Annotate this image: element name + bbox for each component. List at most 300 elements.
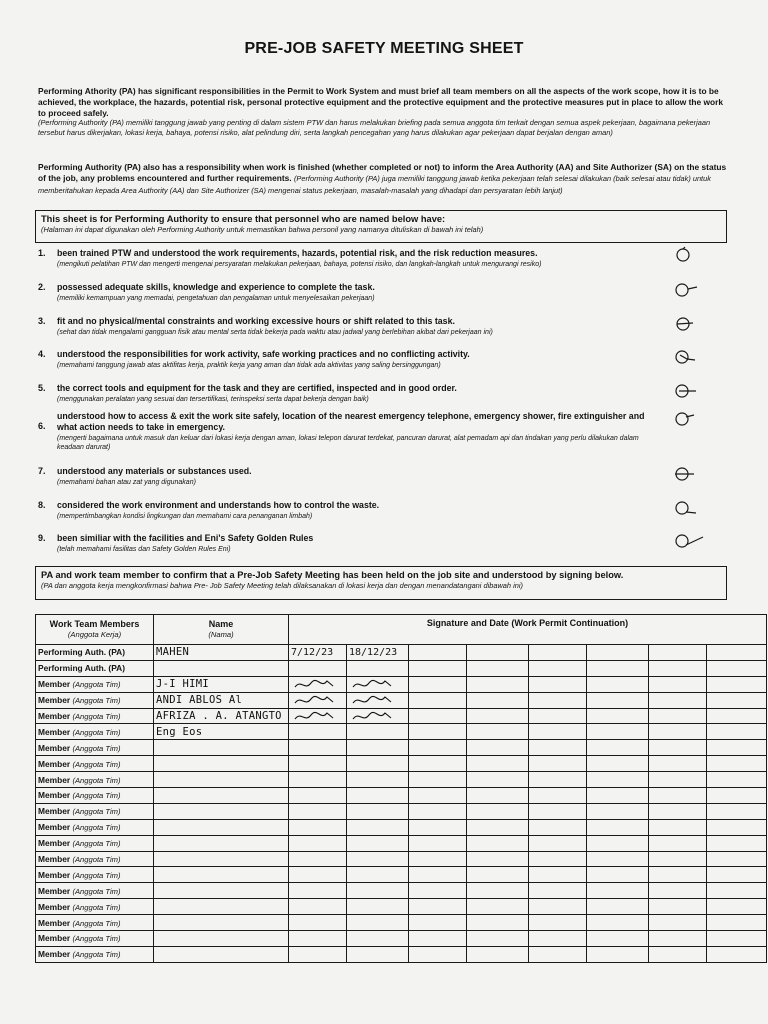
- signature-cell[interactable]: [467, 724, 529, 740]
- signature-cell[interactable]: [289, 883, 347, 899]
- signature-cell[interactable]: [409, 915, 467, 931]
- signature-cell[interactable]: [707, 645, 767, 661]
- signature-cell[interactable]: [289, 708, 347, 724]
- checklist-number: 6.: [38, 421, 46, 431]
- role-label: Member: [38, 742, 71, 753]
- signature-cell[interactable]: [347, 645, 409, 661]
- signature-cell[interactable]: [409, 946, 467, 962]
- signature-cell[interactable]: [467, 899, 529, 915]
- signature-cell[interactable]: [289, 676, 347, 692]
- signature-cell[interactable]: [649, 835, 707, 851]
- intro-p1-text: Performing Athority (PA) has significant responsibilities in the Permit to Work System and must brief all team members on all the aspects of the work scope, how it is to be achieved, the workplace, the hazards, potential risk, personal protective equipment and the protective equipment and the protective measures put in place to allow the work to proceed safely.: [38, 86, 724, 118]
- col-signature-header: [289, 615, 767, 645]
- checklist-statement: understood the responsibilities for work activity, safe working practices and no conflicting activity.: [57, 349, 470, 359]
- signature-cell[interactable]: [409, 931, 467, 947]
- signature-cell[interactable]: [409, 756, 467, 772]
- signature-cell[interactable]: [347, 692, 409, 708]
- signature-cell[interactable]: [347, 676, 409, 692]
- signature-cell[interactable]: [347, 772, 409, 788]
- signature-cell[interactable]: [289, 788, 347, 804]
- signature-cell[interactable]: [289, 851, 347, 867]
- signature-cell[interactable]: [587, 660, 649, 676]
- signature-cell[interactable]: [529, 851, 587, 867]
- signature-cell[interactable]: [587, 819, 649, 835]
- signature-cell[interactable]: [649, 676, 707, 692]
- handwritten-name: AFRIZA . A. ATANGTO: [156, 710, 282, 722]
- table-row: [36, 819, 767, 835]
- handwritten-check-mark-icon: [673, 246, 709, 266]
- team-members-table: [35, 614, 767, 963]
- name-cell[interactable]: [154, 851, 289, 867]
- name-cell[interactable]: [154, 946, 289, 962]
- role-sub: (Anggota Tim): [72, 870, 121, 880]
- role-sub: (Anggota Tim): [72, 680, 121, 690]
- signature-cell[interactable]: [587, 946, 649, 962]
- signature-cell[interactable]: [409, 899, 467, 915]
- checklist-text: [57, 500, 657, 521]
- signature-cell[interactable]: [649, 915, 707, 931]
- signature-cell[interactable]: [707, 803, 767, 819]
- signature-cell[interactable]: [347, 867, 409, 883]
- signature-cell[interactable]: [707, 756, 767, 772]
- signature-cell[interactable]: [707, 772, 767, 788]
- signature-cell[interactable]: [289, 803, 347, 819]
- signature-cell[interactable]: [289, 931, 347, 947]
- handwritten-check-mark-icon: [673, 381, 709, 401]
- handwritten-check-mark-icon: [673, 409, 709, 429]
- checklist-statement: the correct tools and equipment for the task and they are certified, inspected and in good order.: [57, 383, 457, 393]
- signature-cell[interactable]: [529, 835, 587, 851]
- signature-cell[interactable]: [707, 724, 767, 740]
- confirm-box: [35, 566, 727, 600]
- signature-cell[interactable]: [289, 692, 347, 708]
- signature-cell[interactable]: [649, 724, 707, 740]
- checklist-number: 7.: [38, 466, 46, 476]
- handwritten-check-mark-icon: [673, 314, 709, 334]
- name-cell[interactable]: [154, 915, 289, 931]
- purpose-heading: This sheet is for Performing Authority to ensure that personnel who are named below have:: [41, 214, 446, 224]
- signature-cell[interactable]: [289, 724, 347, 740]
- signature-cell[interactable]: [587, 676, 649, 692]
- signature-cell[interactable]: [649, 645, 707, 661]
- col-members-header: [36, 615, 154, 645]
- signature-cell[interactable]: [529, 708, 587, 724]
- signature-cell[interactable]: [587, 803, 649, 819]
- signature-cell[interactable]: [409, 883, 467, 899]
- signature-cell[interactable]: [649, 931, 707, 947]
- signature-cell[interactable]: [587, 772, 649, 788]
- checklist-translation: (mengerti bagaimana untuk masuk dan keluar dari lokasi kerja dengan aman, lokasi telepon darurat terdekat, pancuran darurat, alat pemadam api dan tindakan yang perlu dilakukan dalam keadaan darurat): [57, 435, 639, 451]
- checklist-number: 8.: [38, 500, 46, 510]
- checklist-translation: (menggunakan peralatan yang sesuai dan tersertifikasi, terinspeksi serta dapat bekerja dengan baik): [57, 396, 369, 403]
- role-label: Member: [38, 869, 71, 880]
- intro-p1-translation: (Performing Authority (PA) memiliki tanggung jawab yang penting di dalam sistem PTW dan harus melakukan briefing pada semua anggota tim terkait dengan semua aspek pekerjaan, bagaimana pekerjaan tersebut harus dikerjakan, lokasi kerja, bahaya, potensi risiko, alat pelindung diri, serta langkah pencegahan yang harus dilakukan agar pekerjaan dapat berjalan dengan aman): [38, 118, 711, 137]
- name-cell[interactable]: [154, 883, 289, 899]
- signature-cell[interactable]: [409, 692, 467, 708]
- checklist-text: [57, 411, 657, 452]
- signature-cell[interactable]: [467, 931, 529, 947]
- name-cell[interactable]: [154, 740, 289, 756]
- checklist-translation: (mengikuti pelatihan PTW dan mengerti mengenai persyaratan melakukan pekerjaan, bahaya, potensi risiko, dan langkah-langkah untuk mengurangi resiko): [57, 261, 542, 268]
- table-row: [36, 708, 767, 724]
- date-entry: 7/12/23: [291, 646, 334, 658]
- checklist-statement: been trained PTW and understood the work requirements, hazards, potential risk, and the risk reduction measures.: [57, 248, 538, 258]
- checklist-text: [57, 383, 657, 404]
- signature-scribble-icon: [291, 693, 339, 707]
- role-cell: [36, 788, 154, 804]
- signature-cell[interactable]: [467, 851, 529, 867]
- table-row: [36, 867, 767, 883]
- signature-cell[interactable]: [707, 835, 767, 851]
- signature-cell[interactable]: [649, 740, 707, 756]
- signature-cell[interactable]: [467, 803, 529, 819]
- signature-cell[interactable]: [467, 819, 529, 835]
- signature-cell[interactable]: [529, 772, 587, 788]
- signature-cell[interactable]: [409, 803, 467, 819]
- signature-cell[interactable]: [529, 692, 587, 708]
- signature-cell[interactable]: [649, 660, 707, 676]
- signature-cell[interactable]: [649, 692, 707, 708]
- name-cell[interactable]: [154, 867, 289, 883]
- signature-cell[interactable]: [529, 915, 587, 931]
- role-label: Member: [38, 726, 71, 737]
- table-row: [36, 931, 767, 947]
- confirm-heading: PA and work team member to confirm that a Pre-Job Safety Meeting has been held on the job site and understood by signing below.: [41, 570, 624, 580]
- role-cell: [36, 803, 154, 819]
- role-label: Member: [38, 758, 71, 769]
- name-cell[interactable]: [154, 772, 289, 788]
- signature-cell[interactable]: [347, 835, 409, 851]
- signature-cell[interactable]: [707, 867, 767, 883]
- signature-cell[interactable]: [347, 883, 409, 899]
- signature-cell[interactable]: [707, 899, 767, 915]
- signature-cell[interactable]: [587, 645, 649, 661]
- signature-cell[interactable]: [707, 883, 767, 899]
- table-row: [36, 756, 767, 772]
- signature-cell[interactable]: [529, 724, 587, 740]
- signature-cell[interactable]: [707, 819, 767, 835]
- purpose-box: [35, 210, 727, 243]
- signature-cell[interactable]: [347, 819, 409, 835]
- signature-cell[interactable]: [707, 851, 767, 867]
- name-cell[interactable]: [154, 724, 289, 740]
- checklist-translation: (mempertimbangkan kondisi lingkungan dan memahami cara penanganan limbah): [57, 513, 313, 520]
- handwritten-name: MAHEN: [156, 646, 190, 659]
- role-label: Member: [38, 822, 71, 833]
- signature-scribble-icon: [349, 709, 397, 723]
- table-row: [36, 724, 767, 740]
- role-cell: [36, 708, 154, 724]
- signature-cell[interactable]: [467, 946, 529, 962]
- col-name-label: Name: [208, 619, 234, 629]
- handwritten-check-mark-icon: [673, 347, 709, 367]
- signature-cell[interactable]: [409, 740, 467, 756]
- signature-cell[interactable]: [587, 708, 649, 724]
- signature-cell[interactable]: [467, 867, 529, 883]
- signature-cell[interactable]: [467, 676, 529, 692]
- signature-cell[interactable]: [289, 645, 347, 661]
- signature-cell[interactable]: [707, 915, 767, 931]
- signature-cell[interactable]: [289, 772, 347, 788]
- checklist-number: 3.: [38, 316, 46, 326]
- role-cell: [36, 835, 154, 851]
- checklist-text: [57, 349, 657, 370]
- signature-cell[interactable]: [587, 883, 649, 899]
- role-cell: [36, 915, 154, 931]
- signature-cell[interactable]: [347, 803, 409, 819]
- signature-cell[interactable]: [649, 788, 707, 804]
- signature-cell[interactable]: [707, 660, 767, 676]
- checklist-statement: possessed adequate skills, knowledge and experience to complete the task.: [57, 282, 375, 292]
- signature-cell[interactable]: [529, 867, 587, 883]
- signature-cell[interactable]: [409, 851, 467, 867]
- signature-cell[interactable]: [587, 724, 649, 740]
- signature-cell[interactable]: [649, 946, 707, 962]
- name-cell[interactable]: [154, 692, 289, 708]
- table-row: [36, 851, 767, 867]
- signature-cell[interactable]: [289, 835, 347, 851]
- checklist-translation: (telah memahami fasilitas dan Safety Golden Rules Eni): [57, 546, 231, 553]
- signature-cell[interactable]: [707, 740, 767, 756]
- signature-cell[interactable]: [347, 788, 409, 804]
- checklist-text: [57, 316, 657, 337]
- role-sub: (Anggota Tim): [72, 775, 121, 785]
- signature-cell[interactable]: [707, 708, 767, 724]
- signature-cell[interactable]: [587, 899, 649, 915]
- role-label: Member: [38, 917, 71, 928]
- signature-cell[interactable]: [587, 915, 649, 931]
- signature-cell[interactable]: [467, 645, 529, 661]
- signature-cell[interactable]: [529, 931, 587, 947]
- signature-cell[interactable]: [587, 931, 649, 947]
- role-label: Member: [38, 711, 71, 721]
- intro-p2-translation: (Performing Authority (PA) juga memiliki tanggung jawab ketika pekerjaan telah selesai dilakukan (baik selesai atau tidak) untuk memberitahukan kepada Area Authority (AA) dan Site Authorizer (SA) mengenai status pekerjaan, masalah-masalah yang dihadapi dan persyaratan lebih lanjut): [38, 173, 711, 195]
- signature-cell[interactable]: [289, 899, 347, 915]
- role-sub: (Anggota Tim): [72, 839, 121, 849]
- signature-cell[interactable]: [467, 660, 529, 676]
- name-cell[interactable]: [154, 788, 289, 804]
- signature-cell[interactable]: [467, 756, 529, 772]
- table-row: [36, 740, 767, 756]
- name-cell[interactable]: [154, 756, 289, 772]
- role-sub: (Anggota Tim): [72, 727, 121, 737]
- handwritten-check-mark-icon: [673, 464, 709, 484]
- signature-cell[interactable]: [529, 660, 587, 676]
- role-cell: [36, 676, 154, 692]
- signature-cell[interactable]: [529, 740, 587, 756]
- checklist-number: 4.: [38, 349, 46, 359]
- signature-cell[interactable]: [347, 708, 409, 724]
- role-sub: (Anggota Tim): [72, 902, 121, 912]
- signature-cell[interactable]: [289, 756, 347, 772]
- signature-cell[interactable]: [529, 645, 587, 661]
- signature-cell[interactable]: [347, 851, 409, 867]
- signature-cell[interactable]: [649, 772, 707, 788]
- signature-cell[interactable]: [289, 946, 347, 962]
- signature-cell[interactable]: [467, 915, 529, 931]
- signature-cell[interactable]: [707, 692, 767, 708]
- signature-cell[interactable]: [707, 676, 767, 692]
- checklist-translation: (sehat dan tidak mengalami gangguan fisik atau mental serta tidak bekerja pada waktu atau jadwal yang berlebihan akibat dari pekerjaan ini): [57, 329, 493, 336]
- signature-cell[interactable]: [529, 676, 587, 692]
- signature-cell[interactable]: [347, 931, 409, 947]
- signature-scribble-icon: [349, 677, 397, 691]
- handwritten-check-mark-icon: [673, 531, 709, 551]
- name-cell[interactable]: [154, 660, 289, 676]
- role-label: Member: [38, 806, 71, 817]
- role-sub: (Anggota Tim): [72, 807, 121, 817]
- signature-cell[interactable]: [529, 756, 587, 772]
- checklist-statement: been similiar with the facilities and Eni's Safety Golden Rules: [57, 533, 314, 543]
- signature-cell[interactable]: [587, 851, 649, 867]
- signature-cell[interactable]: [707, 931, 767, 947]
- checklist-number: 2.: [38, 282, 46, 292]
- role-cell: [36, 946, 154, 962]
- role-sub: (Anggota Tim): [72, 918, 121, 928]
- signature-cell[interactable]: [409, 724, 467, 740]
- signature-cell[interactable]: [289, 915, 347, 931]
- name-cell[interactable]: [154, 899, 289, 915]
- signature-cell[interactable]: [347, 899, 409, 915]
- role-sub: (Anggota Tim): [72, 950, 121, 960]
- signature-cell[interactable]: [467, 708, 529, 724]
- table-row: [36, 676, 767, 692]
- checklist-statement: considered the work environment and understands how to control the waste.: [57, 500, 380, 510]
- role-sub: (Anggota Tim): [72, 823, 121, 833]
- name-cell[interactable]: [154, 835, 289, 851]
- signature-cell[interactable]: [409, 835, 467, 851]
- role-label: Member: [38, 885, 71, 896]
- role-cell: [36, 740, 154, 756]
- signature-cell[interactable]: [347, 756, 409, 772]
- name-cell[interactable]: [154, 931, 289, 947]
- role-sub: (Anggota Tim): [72, 696, 121, 706]
- signature-cell[interactable]: [707, 946, 767, 962]
- checklist-translation: (memahami bahan atau zat yang digunakan): [57, 479, 196, 486]
- checklist-number: 5.: [38, 383, 46, 393]
- signature-cell[interactable]: [529, 819, 587, 835]
- signature-cell[interactable]: [529, 946, 587, 962]
- signature-cell[interactable]: [289, 819, 347, 835]
- role-cell: [36, 756, 154, 772]
- role-cell: [36, 819, 154, 835]
- signature-cell[interactable]: [649, 803, 707, 819]
- signature-cell[interactable]: [467, 740, 529, 756]
- signature-cell[interactable]: [467, 692, 529, 708]
- role-sub: (Anggota Tim): [72, 886, 121, 896]
- intro-paragraph-2: [38, 162, 728, 196]
- signature-cell[interactable]: [587, 835, 649, 851]
- signature-cell[interactable]: [649, 851, 707, 867]
- signature-cell[interactable]: [409, 708, 467, 724]
- signature-cell[interactable]: [587, 756, 649, 772]
- col-members-label: Work Team Members: [49, 619, 140, 629]
- signature-cell[interactable]: [587, 692, 649, 708]
- name-cell[interactable]: [154, 645, 289, 661]
- role-cell: [36, 931, 154, 947]
- role-sub: (Anggota Tim): [72, 712, 121, 721]
- signature-cell[interactable]: [467, 788, 529, 804]
- role-label: Member: [38, 679, 71, 690]
- table-row: [36, 660, 767, 676]
- handwritten-check-mark-icon: [673, 280, 709, 300]
- table-row: [36, 835, 767, 851]
- signature-cell[interactable]: [289, 660, 347, 676]
- table-row: [36, 645, 767, 661]
- signature-cell[interactable]: [289, 867, 347, 883]
- signature-cell[interactable]: [409, 867, 467, 883]
- signature-cell[interactable]: [529, 803, 587, 819]
- table-row: [36, 788, 767, 804]
- signature-cell[interactable]: [409, 788, 467, 804]
- signature-cell[interactable]: [347, 740, 409, 756]
- signature-cell[interactable]: [347, 724, 409, 740]
- checklist-number: 9.: [38, 533, 46, 543]
- role-label: Member: [38, 695, 71, 706]
- signature-cell[interactable]: [707, 788, 767, 804]
- col-name-sub: (Nama): [208, 630, 234, 639]
- table-header-row: [36, 615, 767, 645]
- role-cell: [36, 772, 154, 788]
- signature-cell[interactable]: [587, 788, 649, 804]
- purpose-translation: (Halaman ini dapat digunakan oleh Performing Authority untuk memastikan bahwa personil yang namanya dituliskan di bawah ini telah): [41, 225, 484, 234]
- signature-cell[interactable]: [529, 899, 587, 915]
- checklist-number: 1.: [38, 248, 46, 258]
- role-label: Member: [38, 838, 71, 849]
- signature-cell[interactable]: [409, 660, 467, 676]
- signature-cell[interactable]: [409, 676, 467, 692]
- signature-cell[interactable]: [529, 883, 587, 899]
- table-row: [36, 692, 767, 708]
- signature-scribble-icon: [291, 677, 339, 691]
- handwritten-check-mark-icon: [673, 498, 709, 518]
- role-cell: [36, 883, 154, 899]
- signature-cell[interactable]: [649, 867, 707, 883]
- signature-cell[interactable]: [409, 645, 467, 661]
- name-cell[interactable]: [154, 803, 289, 819]
- name-cell[interactable]: [154, 676, 289, 692]
- signature-cell[interactable]: [587, 740, 649, 756]
- signature-cell[interactable]: [347, 660, 409, 676]
- name-cell[interactable]: [154, 708, 289, 724]
- signature-cell[interactable]: [649, 756, 707, 772]
- signature-cell[interactable]: [289, 740, 347, 756]
- signature-cell[interactable]: [529, 788, 587, 804]
- signature-cell[interactable]: [347, 915, 409, 931]
- role-label: Member: [38, 790, 71, 801]
- handwritten-name: Eng Eos: [156, 725, 203, 738]
- name-cell[interactable]: [154, 819, 289, 835]
- signature-cell[interactable]: [467, 835, 529, 851]
- handwritten-name: J-I HIMI: [156, 678, 209, 691]
- signature-cell[interactable]: [649, 708, 707, 724]
- role-label: Member: [38, 933, 71, 944]
- signature-cell[interactable]: [649, 883, 707, 899]
- signature-cell[interactable]: [649, 899, 707, 915]
- signature-cell[interactable]: [347, 946, 409, 962]
- col-name-header: [154, 615, 289, 645]
- page-title: PRE-JOB SAFETY MEETING SHEET: [244, 40, 524, 57]
- signature-cell[interactable]: [409, 772, 467, 788]
- signature-cell[interactable]: [649, 819, 707, 835]
- role-label: Member: [38, 854, 71, 865]
- signature-cell[interactable]: [409, 819, 467, 835]
- signature-cell[interactable]: [587, 867, 649, 883]
- signature-cell[interactable]: [467, 772, 529, 788]
- checklist-statement: understood any materials or substances used.: [57, 466, 252, 476]
- signature-cell[interactable]: [467, 883, 529, 899]
- table-row: [36, 883, 767, 899]
